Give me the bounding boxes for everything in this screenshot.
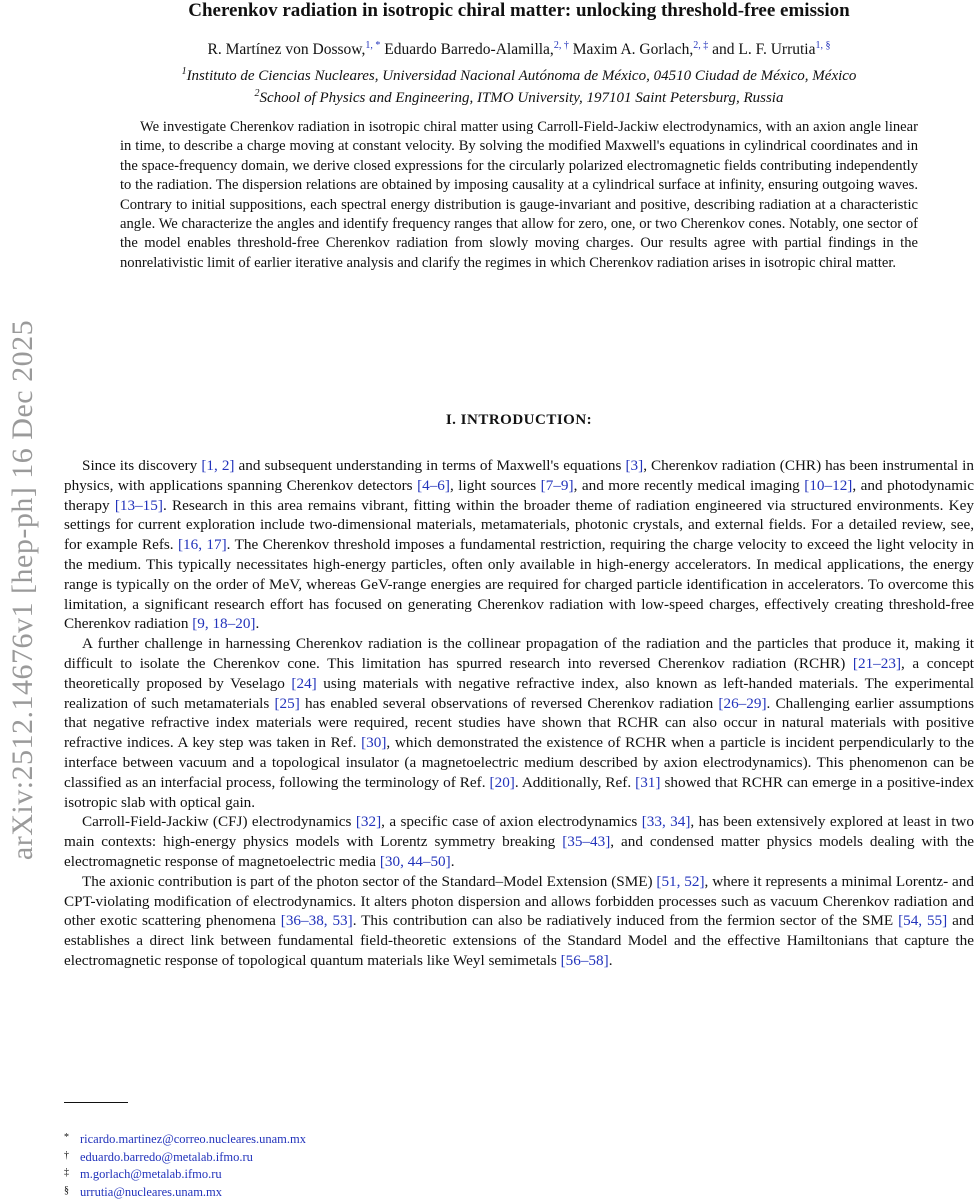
text-run: . This contribution can also be radiatively induced from the fermion sector of the SME bbox=[352, 912, 899, 930]
affiliation-2 bbox=[64, 88, 974, 107]
text-run: , Cherenkov radiation (CHR) has been instrumental in physics, with applications spanning Cherenkov detectors bbox=[64, 457, 974, 494]
text-run: Carroll-Field-Jackiw (CFJ) electrodynamics bbox=[82, 813, 356, 831]
citation-link[interactable]: [56–58] bbox=[560, 951, 609, 969]
footnote-mark: † bbox=[64, 1149, 69, 1161]
footnote-mark: * bbox=[64, 1132, 69, 1143]
citation-link[interactable]: [7–9] bbox=[540, 476, 574, 494]
paragraph-3 bbox=[64, 812, 974, 871]
affiliation-1-number: 1 bbox=[181, 66, 187, 77]
citation-link[interactable]: [4–6] bbox=[417, 476, 450, 494]
citation-link[interactable]: [54, 55] bbox=[898, 912, 948, 930]
footnote-rule bbox=[64, 1102, 128, 1103]
section-heading-introduction: I. INTRODUCTION: bbox=[445, 412, 593, 428]
text-run: . Research in this area remains vibrant, fitting within the broader theme of radiation engineered via structured environments. Key settings for current exploration include two-dimensional materials, metamaterials, photonic crystals, and external fields. For a detailed review, see, for example Refs. bbox=[64, 496, 974, 554]
citation-link[interactable]: [21–23] bbox=[852, 654, 902, 672]
text-run: . The Cherenkov threshold imposes a fundamental restriction, requiring the charge velocity to exceed the light velocity in the medium. This typically necessitates high-energy particles, often only available in high-energy accelerators. In medical applications, the energy range is typically on the order of MeV, whereas GeV-range energies are required for charged particle identification in accelerators. To overcome this limitation, a significant research effort has focused on generating Cherenkov radiation with low-speed charges, effectively creating threshold-free Cherenkov radiation bbox=[64, 536, 974, 633]
footnote-email-link[interactable]: m.gorlach@metalab.ifmo.ru bbox=[80, 1167, 222, 1181]
text-run: , and condensed matter physics models dealing with the electromagnetic response of magnetoelectric media bbox=[64, 833, 975, 870]
footnote-4 bbox=[64, 1183, 564, 1200]
text-run: . bbox=[255, 615, 260, 633]
citation-link[interactable]: [10–12] bbox=[804, 476, 853, 494]
author-4-marks[interactable]: 1, § bbox=[815, 40, 831, 51]
footnote-1 bbox=[64, 1130, 564, 1148]
text-run: and establishes a direct link between fundamental field-theoretic extensions of the Standard Model and the effective Hamiltonians that capture the electromagnetic response of topological quantum materials like Weyl semimetals bbox=[64, 912, 975, 969]
text-run: and subsequent understanding in terms of Maxwell's equations bbox=[234, 457, 626, 474]
citation-link[interactable]: [51, 52] bbox=[656, 872, 705, 890]
affiliation-1 bbox=[64, 66, 974, 85]
citation-link[interactable]: [26–29] bbox=[718, 694, 767, 712]
footnote-mark: ‡ bbox=[64, 1167, 69, 1178]
footnote-mark: § bbox=[64, 1184, 69, 1196]
affiliation-2-text: School of Physics and Engineering, ITMO University, 197101 Saint Petersburg, Russia bbox=[259, 90, 784, 106]
footnotes bbox=[64, 1130, 564, 1200]
arxiv-identifier-text: arXiv:2512.14676v1 [hep-ph] 16 Dec 2025 bbox=[6, 319, 39, 861]
author-3: Maxim A. Gorlach, bbox=[572, 41, 694, 59]
footnote-email-link[interactable]: urrutia@nucleares.unam.mx bbox=[80, 1184, 223, 1199]
citation-link[interactable]: [20] bbox=[489, 773, 515, 791]
text-run: . Additionally, Ref. bbox=[514, 773, 636, 791]
author-3-marks[interactable]: 2, ‡ bbox=[693, 40, 709, 51]
citation-link[interactable]: [31] bbox=[635, 773, 661, 791]
footnote-2 bbox=[64, 1148, 564, 1166]
footnote-3 bbox=[64, 1165, 564, 1183]
author-4: L. F. Urrutia bbox=[738, 41, 816, 59]
author-1: R. Martínez von Dossow, bbox=[207, 41, 366, 59]
citation-link[interactable]: [32] bbox=[355, 813, 382, 831]
citation-link[interactable]: [13–15] bbox=[114, 496, 163, 514]
citation-link[interactable]: [25] bbox=[274, 694, 300, 712]
citation-link[interactable]: [30] bbox=[361, 734, 387, 752]
text-run: , and photodynamic therapy bbox=[64, 476, 974, 514]
paragraph-1 bbox=[64, 456, 974, 634]
arxiv-side-identifier bbox=[2, 270, 44, 910]
footnote-email-link[interactable]: eduardo.barredo@metalab.ifmo.ru bbox=[80, 1149, 253, 1164]
author-2-marks[interactable]: 2, † bbox=[553, 40, 569, 51]
paragraph-4 bbox=[64, 872, 974, 971]
text-run: . Challenging earlier assumptions that negative refractive index materials were required, recent studies have shown that RCHR can also occur in natural materials with positive refractive indices. A key step was taken in Ref. bbox=[64, 694, 974, 752]
text-run: . bbox=[450, 852, 455, 870]
citation-link[interactable]: [33, 34] bbox=[641, 813, 691, 831]
author-conjunction: and bbox=[712, 41, 735, 59]
text-run: Since its discovery bbox=[82, 457, 202, 474]
text-run: , a specific case of axion electrodynamics bbox=[381, 813, 642, 831]
citation-link[interactable]: [35–43] bbox=[562, 833, 611, 851]
text-run: , and more recently medical imaging bbox=[573, 476, 805, 494]
citation-link[interactable]: [9, 18–20] bbox=[192, 615, 256, 633]
text-run: A further challenge in harnessing Cherenkov radiation is the collinear propagation of the radiation and the particles that produce it, making it difficult to isolate the Cherenkov cone. This limitation has spurred research into reversed Cherenkov radiation (RCHR) bbox=[64, 635, 974, 672]
citation-link[interactable]: [16, 17] bbox=[177, 536, 227, 554]
text-run: using materials with negative refractive index, also known as left-handed materials. The experimental realization of such metamaterials bbox=[64, 674, 974, 712]
paragraph-2 bbox=[64, 634, 974, 812]
author-2: Eduardo Barredo-Alamilla, bbox=[384, 41, 554, 59]
text-run: , a concept theoretically proposed by Veselago bbox=[64, 654, 975, 692]
text-run: has enabled several observations of reversed Cherenkov radiation bbox=[299, 694, 719, 712]
citation-link[interactable]: [1, 2] bbox=[201, 457, 235, 474]
citation-link[interactable]: [3] bbox=[625, 457, 644, 474]
text-run: , which demonstrated the existence of RCHR when a particle is incident perpendicularly to the interface between vacuum and a topological insulator (a magnetoelectric medium described by axion electrodynamics). This phenomenon can be classified as an interfacial process, following the terminology of Ref. bbox=[64, 734, 975, 791]
citation-link[interactable]: [36–38, 53] bbox=[280, 912, 353, 930]
introduction-body bbox=[64, 456, 974, 971]
text-run: , where it represents a minimal Lorentz- and CPT-violating modification of electrodynamics. It alters photon dispersion and allows forbidden processes such as vacuum Cherenkov radiation and other exotic scattering phenomena bbox=[64, 872, 974, 930]
text-run: The axionic contribution is part of the photon sector of the Standard–Model Extension (SME) bbox=[82, 872, 657, 890]
text-run: , light sources bbox=[449, 476, 541, 494]
text-run: . bbox=[608, 951, 613, 969]
author-list bbox=[64, 40, 974, 59]
affiliation-2-number: 2 bbox=[254, 88, 260, 99]
text-run: , has been extensively explored at least in two main contexts: high-energy physics models with Lorentz symmetry breaking bbox=[64, 813, 974, 851]
citation-link[interactable]: [24] bbox=[291, 674, 317, 692]
citation-link[interactable]: [30, 44–50] bbox=[379, 852, 451, 870]
paper-title: Cherenkov radiation in isotropic chiral matter: unlocking threshold-free emission bbox=[188, 0, 850, 21]
text-run: showed that RCHR can emerge in a positive-index isotropic slab with optical gain. bbox=[64, 773, 974, 811]
abstract: We investigate Cherenkov radiation in isotropic chiral matter using Carroll-Field-Jackiw electrodynamics, with an axion angle linear in time, to describe a charge moving at constant velocity. By solving the modified Maxwell's equations in cylindrical coordinates and in the space-frequency domain, we derive closed expressions for the circularly polarized electromagnetic fields contributing independently to the radiation. The dispersion relations are obtained by imposing causality at a cylindrical surface at infinity, ensuring outgoing waves. Contrary to initial suppositions, each spectral energy distribution is gauge-invariant and positive, describing radiation at a characteristic angle. We characterize the angles and identify frequency ranges that allow for zero, one, or two Cherenkov cones. Notably, one sector of the model enables threshold-free Cherenkov radiation from slowly moving charges. Our results agree with partial findings in the nonrelativistic limit of earlier iterative analysis and clarify the regimes in which Cherenkov radiation arises in isotropic chiral matter. bbox=[120, 119, 918, 271]
author-1-marks[interactable]: 1, * bbox=[365, 40, 381, 51]
footnote-email-link[interactable]: ricardo.martinez@correo.nucleares.unam.mx bbox=[80, 1132, 306, 1146]
affiliation-1-text: Instituto de Ciencias Nucleares, Universidad Nacional Autónoma de México, 04510 Ciudad de México, México bbox=[186, 68, 857, 84]
